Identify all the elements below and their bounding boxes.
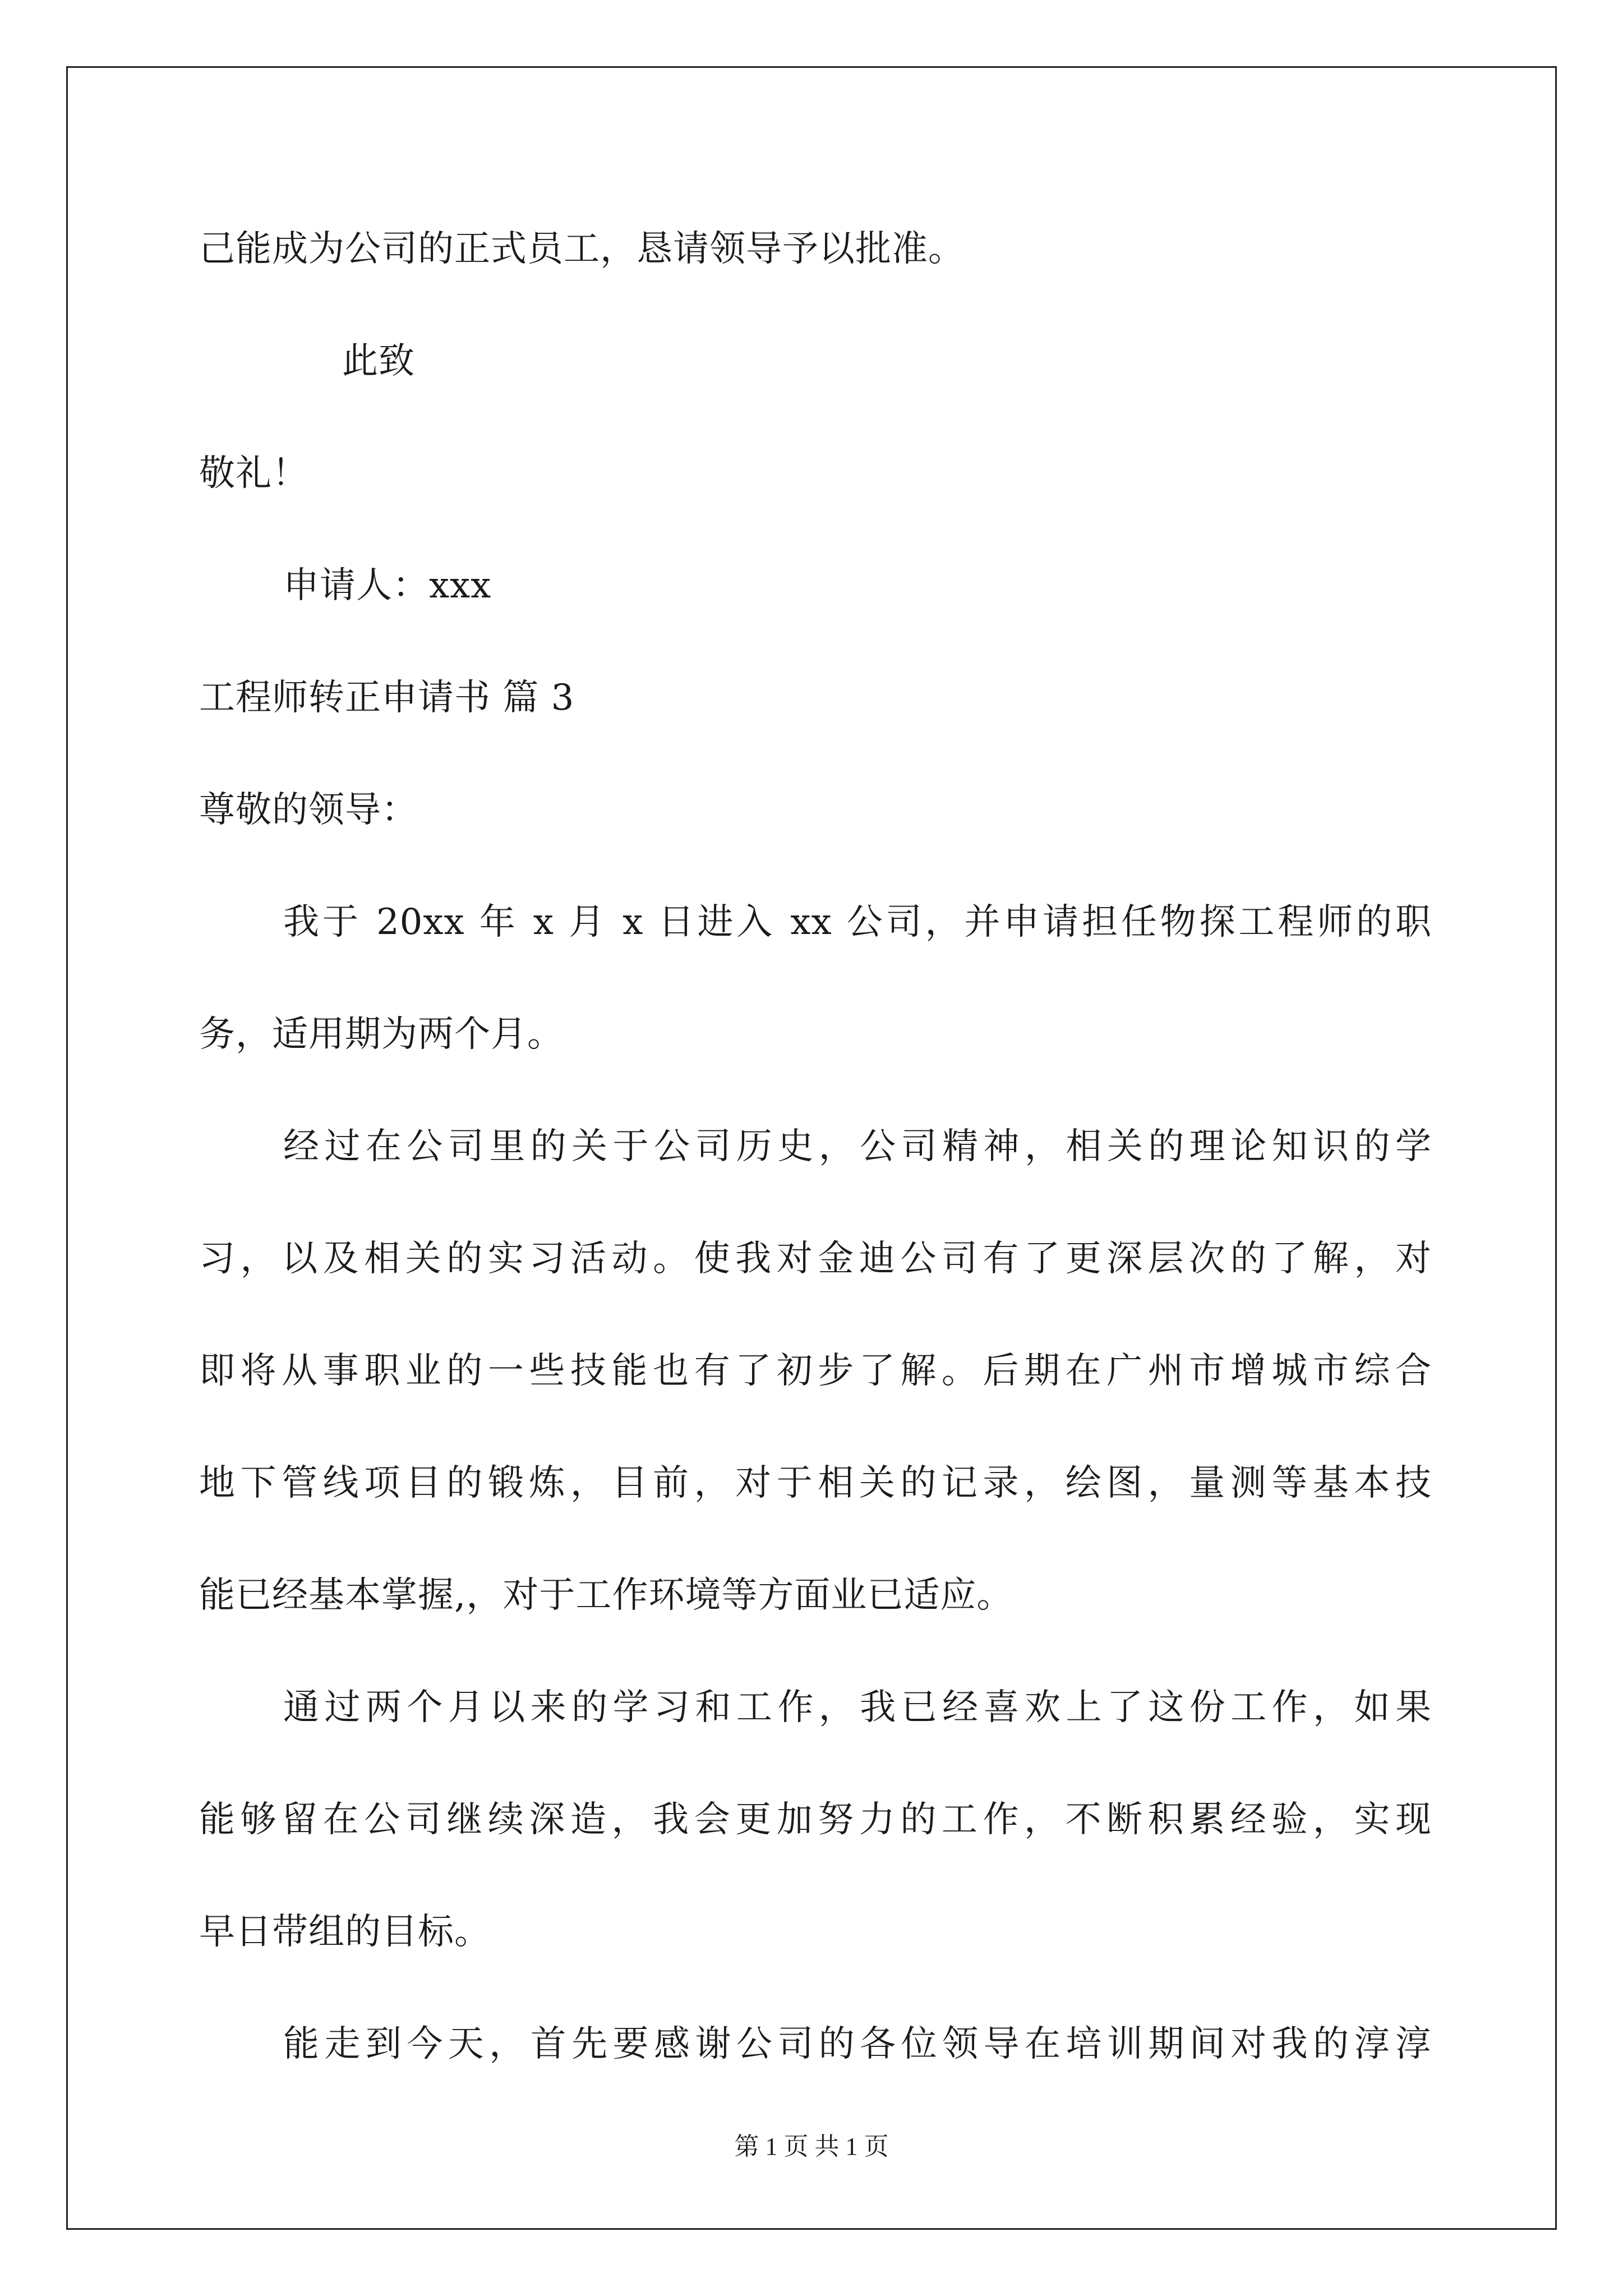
section-heading: 工程师转正申请书 篇 3: [199, 677, 575, 719]
paragraph-line: 通过两个月以来的学习和工作，我已经喜欢上了这份工作，如果: [283, 1687, 1432, 1728]
paragraph-line: 早日带组的目标。: [199, 1911, 491, 1953]
paragraph-line: 能走到今天，首先要感谢公司的各位领导在培训期间对我的淳淳: [283, 2023, 1432, 2065]
paragraph-line: 能已经基本掌握,，对于工作环境等方面业已适应。: [199, 1575, 1013, 1616]
applicant-signature: 申请人：xxx: [283, 565, 492, 606]
greeting: 尊敬的领导：: [199, 789, 418, 831]
paragraph-line: 地下管线项目的锻炼，目前，对于相关的记录，绘图，量测等基本技: [199, 1462, 1432, 1504]
page-number-footer: 第 1 页 共 1 页: [734, 2133, 889, 2160]
paragraph-line: 经过在公司里的关于公司历史，公司精神，相关的理论知识的学: [283, 1126, 1432, 1167]
paragraph-line: 己能成为公司的正式员工，恳请领导予以批准。: [199, 228, 965, 270]
paragraph-line: 务，适用期为两个月。: [199, 1014, 564, 1055]
closing-salutation: 此致: [342, 341, 415, 382]
paragraph-line: 我于 20xx 年 x 月 x 日进入 xx 公司，并申请担任物探工程师的职: [283, 901, 1432, 943]
paragraph-line: 习，以及相关的实习活动。使我对金迪公司有了更深层次的了解，对: [199, 1238, 1432, 1280]
paragraph-line: 能够留在公司继续深造，我会更加努力的工作，不断积累经验，实现: [199, 1799, 1432, 1841]
closing-regards: 敬礼！: [199, 453, 308, 494]
paragraph-line: 即将从事职业的一些技能也有了初步了解。后期在广州市增城市综合: [199, 1350, 1432, 1392]
